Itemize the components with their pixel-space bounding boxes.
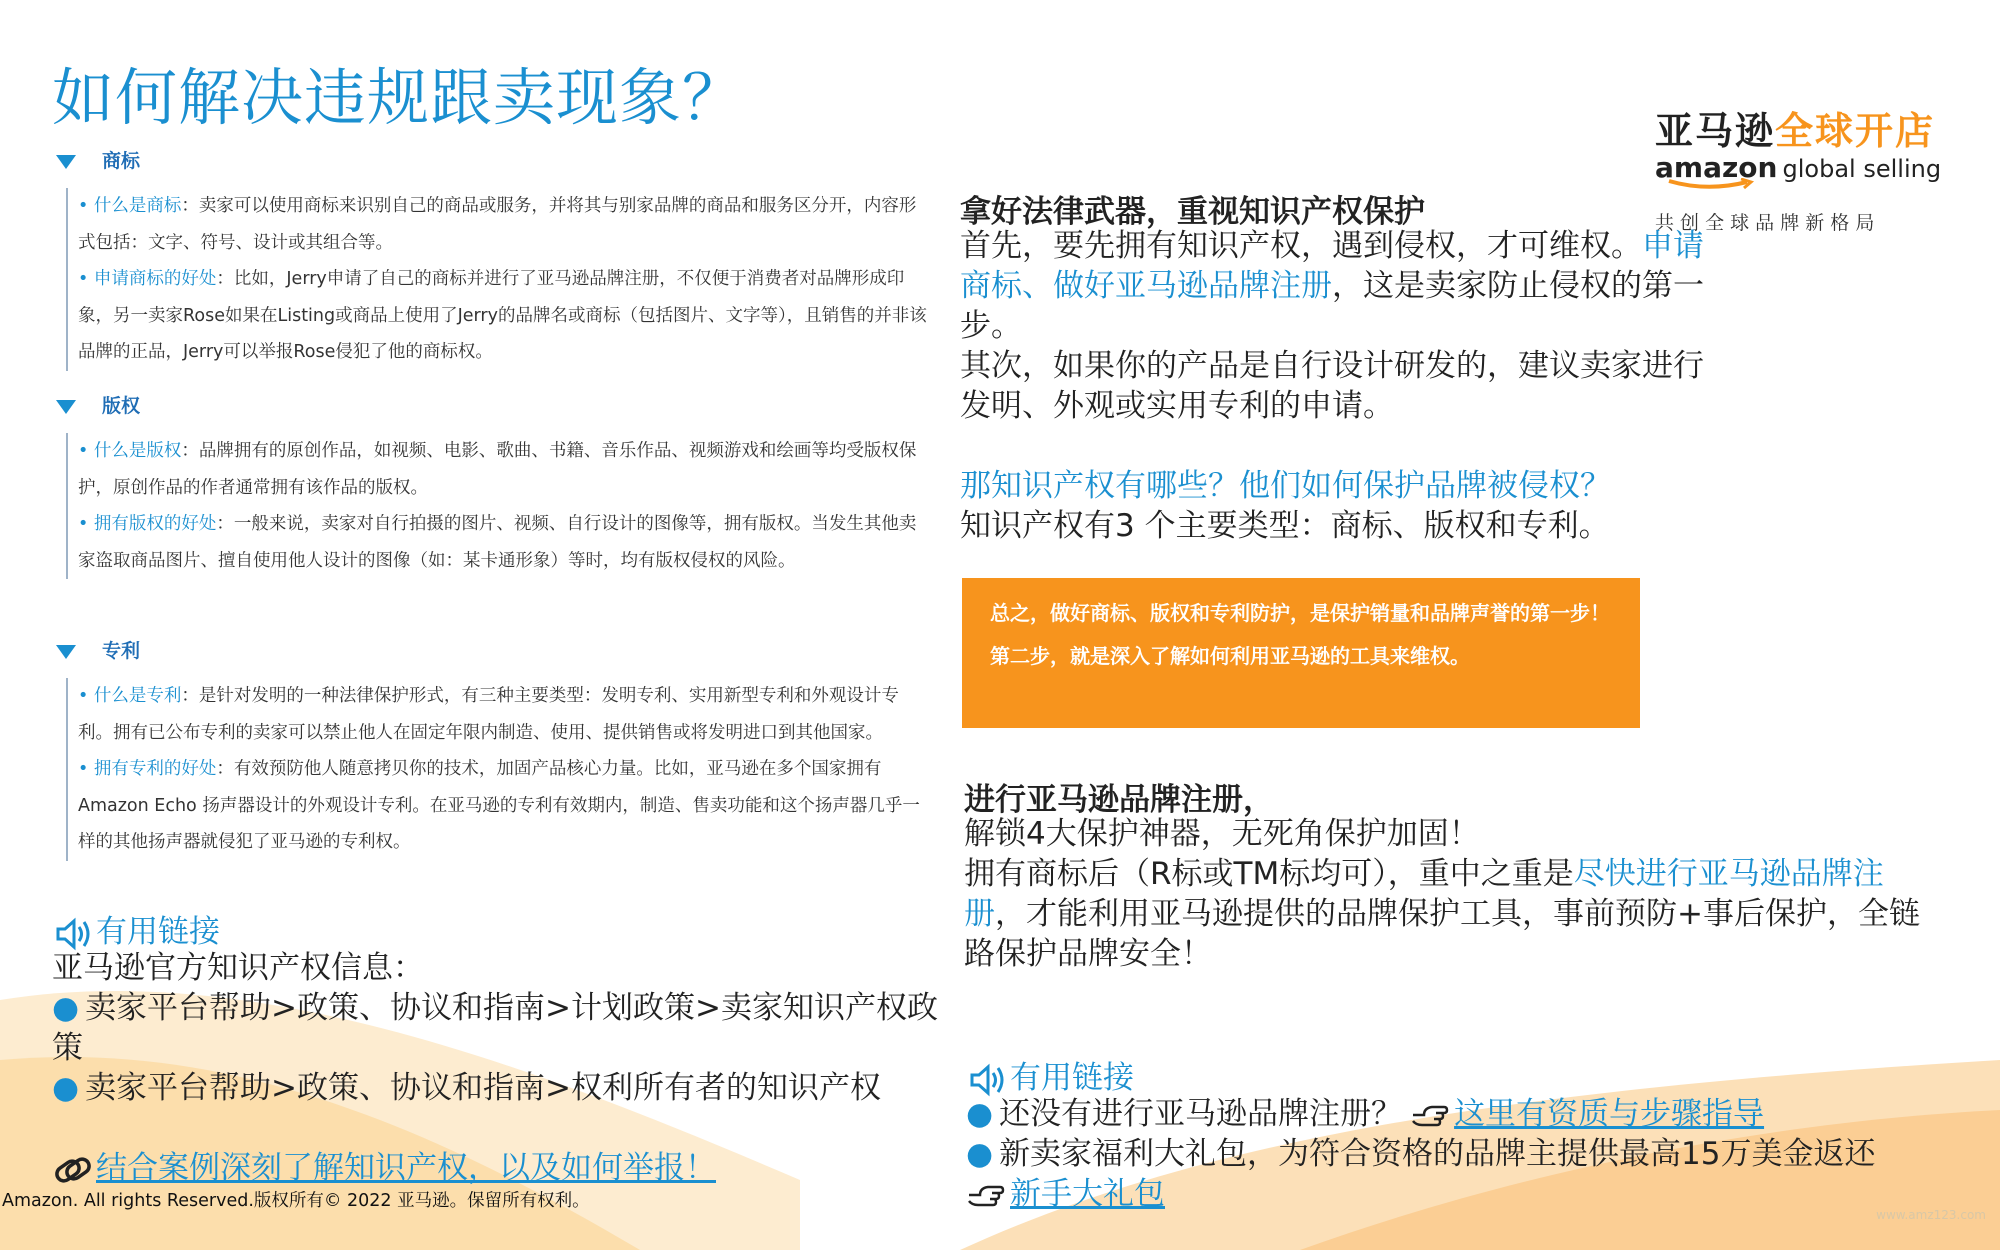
left-links-intro: 亚马逊官方知识产权信息：: [52, 950, 424, 986]
list-item: [966, 1174, 1956, 1214]
left-links-body: [52, 948, 942, 1108]
right-links-heading: 有用链接: [968, 1052, 1134, 1098]
list-item: • 拥有专利的好处：有效预防他人随意拷贝你的技术，加固产品核心力量。比如，亚马逊在多个国家拥有Amazon Echo 扬声器设计的外观设计专利。在亚马逊的专利有效期内，制造、售卖功能和这个扬声器几乎一样的其他扬声器就侵犯了亚马逊的专利权。: [78, 759, 920, 852]
ip-answer: 知识产权有3 个主要类型：商标、版权和专利。: [960, 508, 1610, 544]
logo-amazon-word: amazon: [1655, 151, 1778, 184]
list-item: ● 卖家平台帮助>政策、协议和指南>计划政策>卖家知识产权政策: [52, 990, 938, 1066]
logo-tagline: 共 创 全 球 品 牌 新 格 局: [1655, 212, 1875, 234]
logo-global-selling: global selling: [1782, 155, 1942, 183]
pointing-hand-icon: [966, 1182, 1006, 1210]
new-seller-gift-link[interactable]: 新手大礼包: [1010, 1176, 1165, 1212]
right-intro-paragraphs: [960, 226, 1730, 426]
section-body-trademark: [66, 188, 928, 371]
list-item: • 拥有版权的好处：一般来说，卖家对自行拍摄的图片、视频、自行设计的图像等，拥有版权。当发生其他卖家盗取商品图片、擅自使用他人设计的图像（如：某卡通形象）等时，均有版权侵权的风险。: [78, 514, 917, 571]
logo-cn-black: 亚马逊: [1655, 109, 1776, 153]
section-body-copyright: [66, 433, 928, 579]
list-item: • 申请商标的好处：比如，Jerry申请了自己的商标并进行了亚马逊品牌注册，不仅便于消费者对品牌形成印象，另一卖家Rose如果在Listing或商品上使用了Jerry的品牌名或商标（包括图片、文字等），且销售的并非该品牌的正品，Jerry可以举报Rose侵犯了他的商标权。: [78, 269, 927, 362]
collapse-triangle-icon: [56, 400, 76, 414]
right-links-list: [966, 1094, 1956, 1214]
highlight-brand-registration: 申请商标、做好亚马逊品牌注册: [960, 228, 1704, 304]
ip-question: 那知识产权有哪些？他们如何保护品牌被侵权？: [960, 468, 1611, 504]
collapse-triangle-icon: [56, 155, 76, 169]
paragraph-first: 首先，要先拥有知识产权，遇到侵权，才可维权。申请商标、做好亚马逊品牌注册，这是卖家防止侵权的第一步。: [960, 228, 1704, 344]
list-item: ● 卖家平台帮助>政策、协议和指南>权利所有者的知识产权: [52, 1070, 882, 1106]
case-study-link[interactable]: 结合案例深刻了解知识产权，以及如何举报！: [96, 1150, 716, 1186]
case-study-link-row: [52, 1148, 716, 1188]
amazon-global-selling-logo: [1655, 100, 1942, 235]
left-links-heading: 有用链接: [54, 906, 220, 952]
paragraph-unlock: 解锁4大保护神器，无死角保护加固！: [964, 816, 1480, 852]
section-heading-patent: 专利: [56, 636, 140, 663]
brand-registry-guide-link[interactable]: 这里有资质与步骤指导: [1454, 1096, 1765, 1132]
paragraph-second: 其次，如果你的产品是自行设计研发的，建议卖家进行发明、外观或实用专利的申请。: [960, 348, 1704, 424]
list-item: • 什么是专利：是针对发明的一种法律保护形式，有三种主要类型：发明专利、实用新型专利和外观设计专利。拥有已公布专利的卖家可以禁止他人在固定年限内制造、使用、提供销售或将发明进口到其他国家。: [78, 686, 899, 743]
copyright-footer: Amazon. All rights Reserved.版权所有© 2022 亚马逊。保留所有权利。: [2, 1191, 590, 1211]
section-heading-trademark: 商标: [56, 146, 140, 173]
paragraph-trademark: 拥有商标后（R标或TM标均可），重中之重是尽快进行亚马逊品牌注册，才能利用亚马逊提供的品牌保护工具，事前预防+事后保护，全链路保护品牌安全！: [964, 856, 1920, 972]
collapse-triangle-icon: [56, 645, 76, 659]
pointing-hand-icon: [1410, 1102, 1450, 1130]
list-item: • 什么是商标：卖家可以使用商标来识别自己的商品或服务，并将其与别家品牌的商品和服务区分开，内容形式包括：文字、符号、设计或其组合等。: [78, 196, 917, 253]
link-chain-icon: [52, 1152, 94, 1188]
speaker-icon: [968, 1062, 1008, 1098]
speaker-icon: [54, 916, 94, 952]
page-title: 如何解决违规跟卖现象？: [52, 61, 746, 134]
brand-registry-paragraphs: [964, 814, 1939, 974]
section-body-patent: [66, 678, 928, 861]
watermark: www.amz123.com: [1876, 1208, 1986, 1222]
summary-callout-box: 总之，做好商标、版权和专利防护，是保护销量和品牌声誉的第一步！第二步，就是深入了解如何利用亚马逊的工具来维权。: [962, 578, 1640, 728]
list-item: ● 还没有进行亚马逊品牌注册？ 这里有资质与步骤指导: [966, 1096, 1765, 1132]
highlight-register-asap: 尽快进行亚马逊品牌注册: [964, 856, 1884, 932]
right-heading-brand-registry: 进行亚马逊品牌注册，: [964, 782, 1274, 818]
list-item: ● 新卖家福利大礼包，为符合资格的品牌主提供最高15万美金返还: [966, 1136, 1876, 1172]
section-heading-copyright: 版权: [56, 391, 140, 418]
right-heading-legal: 拿好法律武器，重视知识产权保护: [960, 194, 1425, 230]
logo-cn-orange: 全球开店: [1775, 109, 1936, 153]
list-item: • 什么是版权：品牌拥有的原创作品，如视频、电影、歌曲、书籍、音乐作品、视频游戏和绘画等均受版权保护，原创作品的作者通常拥有该作品的版权。: [78, 441, 917, 498]
